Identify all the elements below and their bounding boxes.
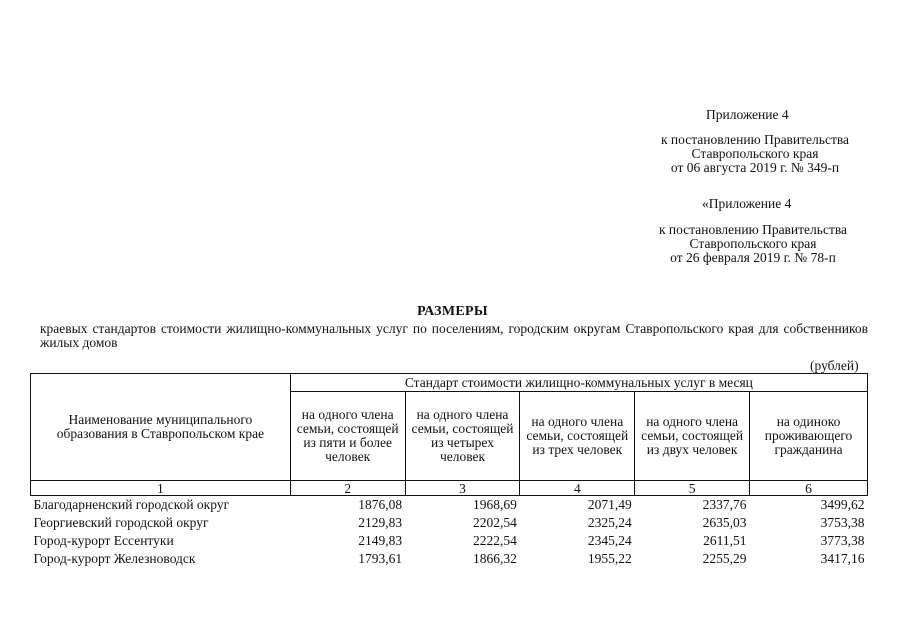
column-header-five-plus: на одного члена семьи, состоящей из пяти и более человек [290,392,405,481]
cost-value: 1955,22 [587,551,632,566]
cost-value: 2337,76 [702,497,747,512]
municipality-name: Город-курорт Ессентуки [33,533,174,548]
column-header-three: на одного члена семьи, состоящей из трех человек [520,392,635,481]
units-label: (рублей) [810,358,859,373]
appendix-label: Приложение 4 [706,107,789,122]
reference-line: Ставропольского края [691,146,819,161]
cost-value: 2345,24 [587,533,632,548]
cost-value: 2255,29 [702,551,747,566]
cost-value: 2129,83 [358,515,403,530]
cost-value: 2202,54 [473,515,517,530]
table-row [31,496,868,515]
appendix-label-quoted: «Приложение 4 [702,196,792,211]
municipality-name: Георгиевский городской округ [33,515,209,530]
cost-value: 2611,51 [703,533,747,548]
column-number: 2 [290,481,405,496]
cost-standard-group-header: Стандарт стоимости жилищно-коммунальных услуг в месяц [290,374,867,392]
column-number: 5 [635,481,750,496]
standards-table [30,373,868,568]
reference-line: от 06 августа 2019 г. № 349-п [670,160,840,175]
reference-line: к постановлению Правительства [660,132,850,147]
municipality-name: Благодарненский городской округ [33,497,230,512]
column-number: 3 [405,481,520,496]
cost-value: 2222,54 [473,533,517,548]
table-row [31,532,868,550]
municipality-column-header: Наименование муниципального образования в Ставропольском крае [31,374,291,481]
cost-value: 1968,69 [473,497,517,512]
table-row [31,514,868,532]
cost-value: 3499,62 [820,497,865,512]
reference-line: к постановлению Правительства [658,222,848,237]
column-header-two: на одного члена семьи, состоящей из двух человек [635,392,750,481]
reference-line: от 26 февраля 2019 г. № 78-п [670,250,836,265]
cost-value: 3773,38 [820,533,865,548]
cost-value: 2325,24 [587,515,632,530]
table-row [31,550,868,568]
cost-value: 3417,16 [820,551,865,566]
resolution-reference-original [646,223,860,265]
column-number: 6 [750,481,868,496]
column-number: 1 [31,481,291,496]
cost-value: 1793,61 [358,551,403,566]
column-header-single: на одиноко проживающего гражданина [750,392,868,481]
document-title: РАЗМЕРЫ [417,304,488,319]
document-subtitle: краевых стандартов стоимости жилищно-коммунальных услуг по поселениям, городским округам Ставропольского края для собственников жилых домов [40,321,868,350]
cost-value: 1866,32 [473,551,517,566]
cost-value: 2071,49 [587,497,632,512]
cost-value: 2149,83 [358,533,403,548]
cost-value: 1876,08 [358,497,403,512]
column-number: 4 [520,481,635,496]
resolution-reference-current [648,133,862,175]
cost-value: 2635,03 [702,515,747,530]
column-header-four: на одного члена семьи, состоящей из четырех человек [405,392,520,481]
municipality-name: Город-курорт Железноводск [33,551,196,566]
reference-line: Ставропольского края [689,236,817,251]
cost-value: 3753,38 [820,515,865,530]
